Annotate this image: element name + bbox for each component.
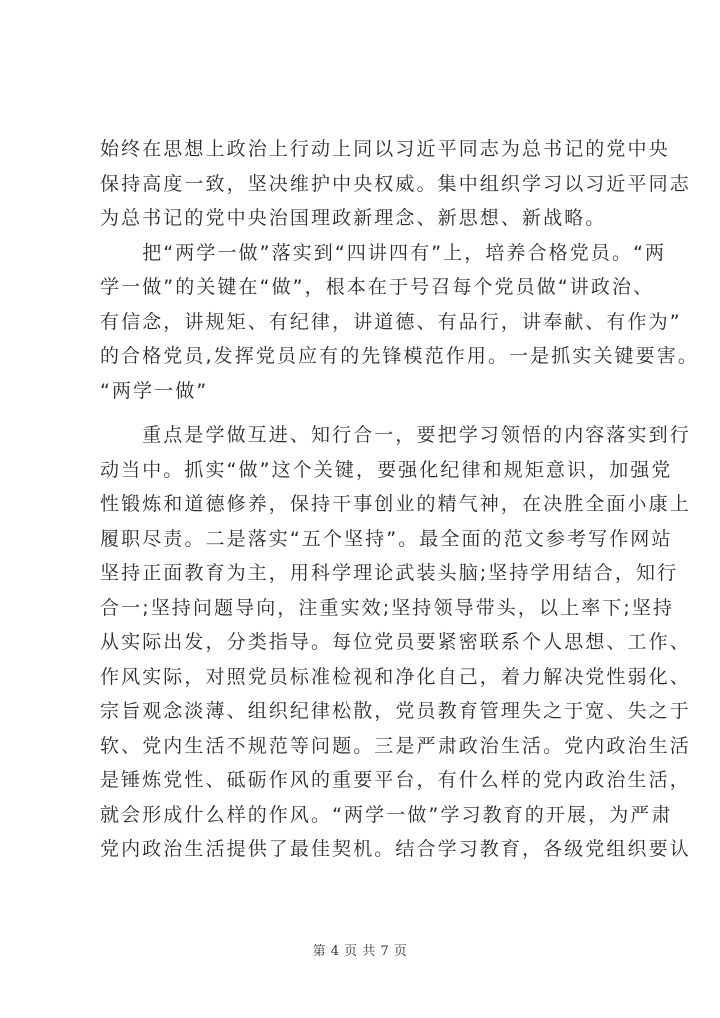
text-line: 把“两学一做”落实到“四讲四有”上，培养合格党员。“两 bbox=[100, 242, 667, 264]
text-line: 是锤炼党性、砥砺作风的重要平台，有什么样的党内政治生活， bbox=[100, 769, 691, 791]
text-line: 的合格党员,发挥党员应有的先锋模范作用。一是抓实关键要害。 bbox=[100, 345, 699, 367]
page-number-footer: 第 4 页 共 7 页 bbox=[312, 944, 408, 959]
text-line: 履职尽责。二是落实“五个坚持”。最全面的范文参考写作网站 bbox=[100, 528, 673, 550]
text-line: 党内政治生活提供了最佳契机。结合学习教育，各级党组织要认 bbox=[100, 838, 691, 860]
text-line: 宗旨观念淡薄、组织纪律松散，党员教育管理失之于宽、失之于 bbox=[100, 700, 691, 722]
text-line: 重点是学做互进、知行合一，要把学习领悟的内容落实到行 bbox=[100, 424, 691, 446]
text-line: 始终在思想上政治上行动上同以习近平同志为总书记的党中央 bbox=[100, 138, 670, 160]
text-line: 有信念，讲规矩、有纪律，讲道德、有品行，讲奉献、有作为” bbox=[100, 311, 682, 333]
text-line: 合一;坚持问题导向，注重实效;坚持领导带头，以上率下;坚持 bbox=[100, 597, 675, 619]
text-line: 从实际出发，分类指导。每位党员要紧密联系个人思想、工作、 bbox=[100, 631, 691, 653]
text-line: 软、党内生活不规范等问题。三是严肃政治生活。党内政治生活 bbox=[100, 735, 691, 757]
text-line: 就会形成什么样的作风。“两学一做”学习教育的开展，为严肃 bbox=[100, 804, 673, 826]
text-line: 性锻炼和道德修养，保持干事创业的精气神，在决胜全面小康上 bbox=[100, 493, 691, 515]
text-line: 作风实际，对照党员标准检视和净化自己，着力解决党性弱化、 bbox=[100, 666, 691, 688]
text-line: 学一做”的关键在“做”，根本在于号召每个党员做“讲政治、 bbox=[100, 276, 655, 298]
text-line: 为总书记的党中央治国理政新理念、新思想、新战略。 bbox=[100, 207, 607, 229]
text-line: 坚持正面教育为主，用科学理论武装头脑;坚持学用结合，知行 bbox=[100, 562, 679, 584]
text-line: 动当中。抓实“做”这个关键，要强化纪律和规矩意识，加强党 bbox=[100, 459, 673, 481]
text-line: “两学一做” bbox=[100, 380, 209, 402]
text-line: 保持高度一致，坚决维护中央权威。集中组织学习以习近平同志 bbox=[100, 173, 691, 195]
